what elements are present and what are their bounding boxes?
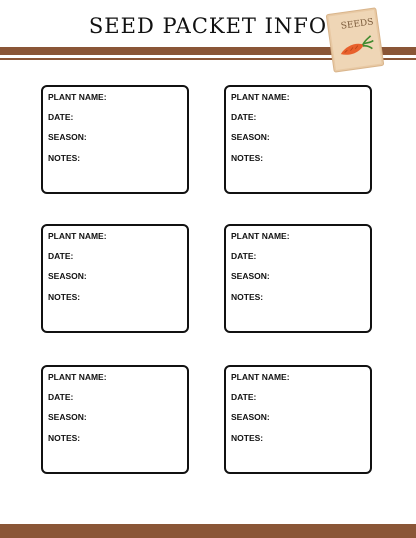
- plant-name-label: PLANT NAME:: [48, 372, 107, 382]
- season-label: SEASON:: [231, 132, 270, 142]
- seed-packet-label: SEEDS: [340, 17, 375, 32]
- date-label: DATE:: [231, 251, 257, 261]
- notes-label: NOTES:: [231, 153, 264, 163]
- seed-card: [224, 224, 372, 333]
- notes-label: NOTES:: [231, 433, 264, 443]
- plant-name-label: PLANT NAME:: [48, 92, 107, 102]
- notes-label: NOTES:: [48, 433, 81, 443]
- season-label: SEASON:: [48, 412, 87, 422]
- date-label: DATE:: [48, 392, 74, 402]
- plant-name-label: PLANT NAME:: [231, 372, 290, 382]
- date-label: DATE:: [231, 112, 257, 122]
- seed-packet-illustration: [325, 7, 385, 74]
- season-label: SEASON:: [231, 412, 270, 422]
- seed-card: [41, 85, 189, 194]
- season-label: SEASON:: [48, 271, 87, 281]
- date-label: DATE:: [48, 112, 74, 122]
- seed-card: [224, 85, 372, 194]
- plant-name-label: PLANT NAME:: [231, 92, 290, 102]
- page-title: SEED PACKET INFO: [88, 14, 328, 38]
- date-label: DATE:: [231, 392, 257, 402]
- notes-label: NOTES:: [231, 292, 264, 302]
- notes-label: NOTES:: [48, 292, 81, 302]
- seed-card: [41, 365, 189, 474]
- plant-name-label: PLANT NAME:: [231, 231, 290, 241]
- plant-name-label: PLANT NAME:: [48, 231, 107, 241]
- date-label: DATE:: [48, 251, 74, 261]
- footer-stripe: [0, 524, 416, 538]
- seed-packet-icon: [325, 7, 385, 74]
- season-label: SEASON:: [231, 271, 270, 281]
- season-label: SEASON:: [48, 132, 87, 142]
- seed-card: [41, 224, 189, 333]
- notes-label: NOTES:: [48, 153, 81, 163]
- seed-card: [224, 365, 372, 474]
